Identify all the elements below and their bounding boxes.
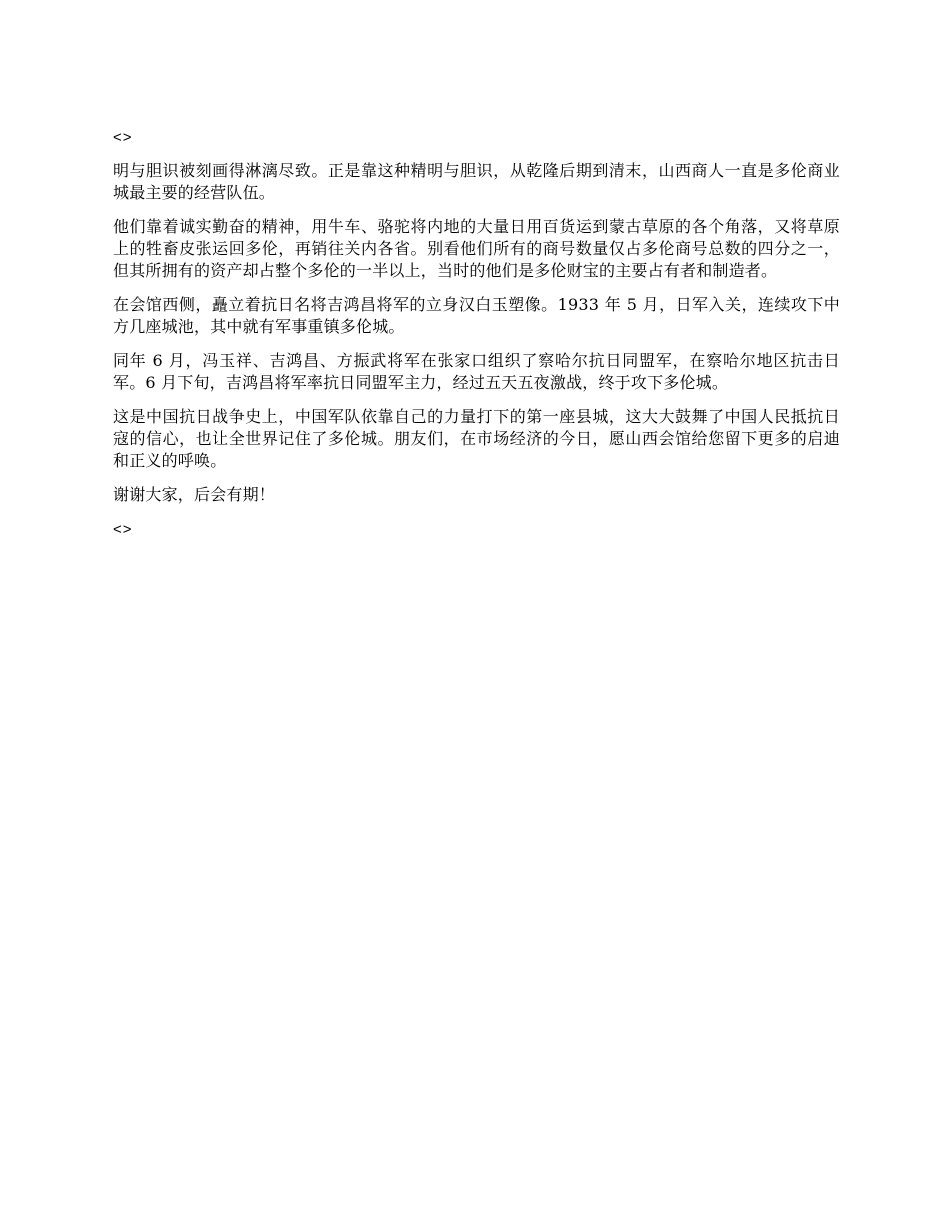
paragraph-1: 明与胆识被刻画得淋漓尽致。正是靠这种精明与胆识，从乾隆后期到清末，山西商人一直是多伦商业城最主要的经营队伍。 <box>113 161 840 202</box>
page-marker-top: <> <box>113 129 133 146</box>
paragraph-3: 在会馆西侧，矗立着抗日名将吉鸿昌将军的立身汉白玉塑像。1933 年 5 月，日军入关，连续攻下中方几座城池，其中就有军事重镇多伦城。 <box>113 295 840 336</box>
page-marker-bottom: <> <box>113 521 133 538</box>
document-page <box>113 126 840 542</box>
paragraph-2: 他们靠着诚实勤奋的精神，用牛车、骆驼将内地的大量日用百货运到蒙古草原的各个角落，又将草原上的牲畜皮张运回多伦，再销往关内各省。别看他们所有的商号数量仅占多伦商号总数的四分之一，但其所拥有的资产却占整个多伦的一半以上，当时的他们是多伦财宝的主要占有者和制造者。 <box>113 217 840 280</box>
paragraph-closing: 谢谢大家，后会有期！ <box>113 485 276 504</box>
paragraph-5: 这是中国抗日战争史上，中国军队依靠自己的力量打下的第一座县城，这大大鼓舞了中国人民抵抗日寇的信心，也让全世界记住了多伦城。朋友们，在市场经济的今日，愿山西会馆给您留下更多的启迪和正义的呼唤。 <box>113 407 840 470</box>
paragraph-4: 同年 6 月，冯玉祥、吉鸿昌、方振武将军在张家口组织了察哈尔抗日同盟军，在察哈尔地区抗击日军。6 月下旬，吉鸿昌将军率抗日同盟军主力，经过五天五夜激战，终于攻下多伦城。 <box>113 351 840 392</box>
